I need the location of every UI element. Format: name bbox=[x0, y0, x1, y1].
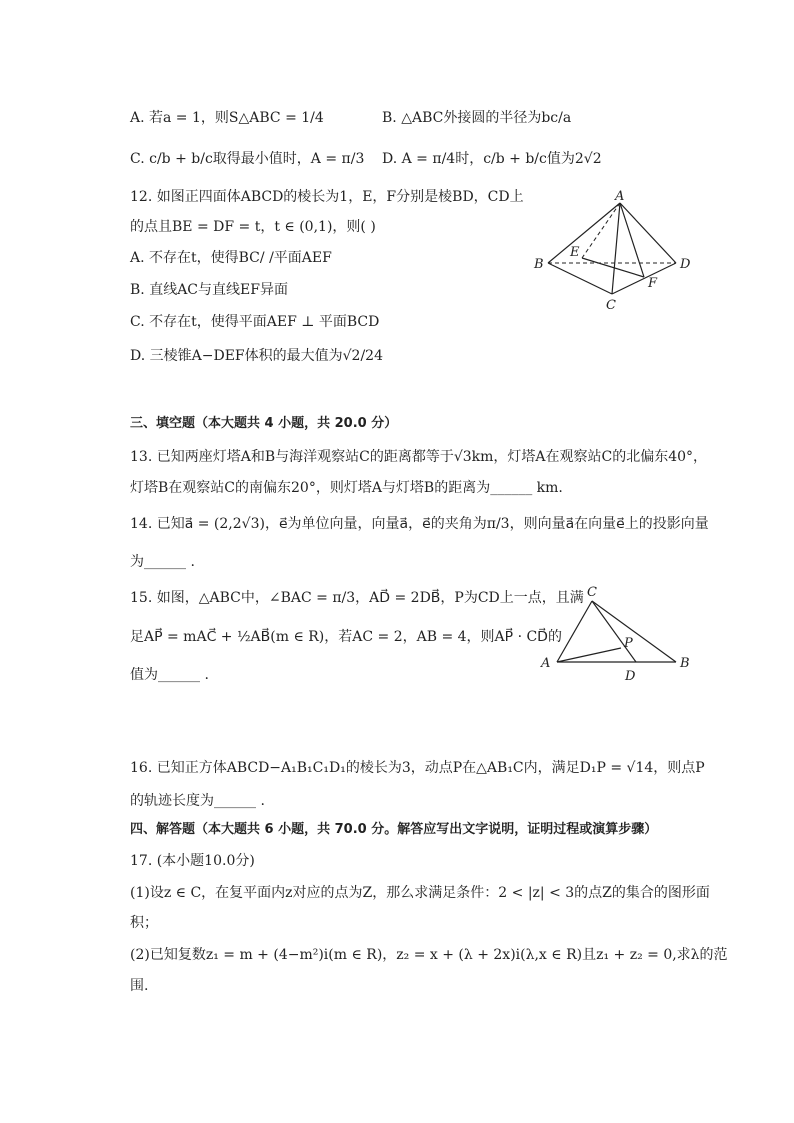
fig12-label-a: A bbox=[615, 189, 625, 204]
q12-option-d: D. 三棱锥A−DEF体积的最大值为√2/24 bbox=[130, 348, 383, 364]
fig12-label-b: B bbox=[534, 257, 544, 272]
fig15-label-b: B bbox=[680, 656, 690, 671]
section3-title: 三、填空题（本大题共 4 小题，共 20.0 分） bbox=[130, 416, 398, 431]
q11-option-b: B. △ABC外接圆的半径为bc/a bbox=[382, 110, 572, 126]
q12-option-b: B. 直线AC与直线EF异面 bbox=[130, 282, 288, 298]
fig15-label-d: D bbox=[625, 669, 636, 684]
q15-line3: 值为______ . bbox=[130, 667, 209, 683]
q17-part1-line2: 积； bbox=[130, 915, 158, 931]
fig15-label-c: C bbox=[587, 585, 597, 600]
q14-line1: 14. 已知a⃗ = (2,2√3)，e⃗为单位向量，向量a⃗，e⃗的夹角为π/3，则向量a⃗在向量e⃗上的投影向量 bbox=[130, 516, 709, 532]
q13-line1: 13. 已知两座灯塔A和B与海洋观察站C的距离都等于√3km，灯塔A在观察站C的北偏东40°， bbox=[130, 449, 708, 465]
q16-line1: 16. 已知正方体ABCD−A₁B₁C₁D₁的棱长为3，动点P在△AB₁C内，满足D₁P = √14，则点P bbox=[130, 760, 705, 776]
fig12-label-d: D bbox=[680, 257, 691, 272]
q17-part2-line2: 围. bbox=[130, 978, 149, 994]
fig12-label-e: E bbox=[570, 245, 580, 260]
q15-line1: 15. 如图，△ABC中，∠BAC = π/3，AD⃗ = 2DB⃗，P为CD上一点，且满 bbox=[130, 590, 584, 606]
q12-option-c: C. 不存在t，使得平面AEF ⊥ 平面BCD bbox=[130, 314, 380, 330]
q17-header: 17. (本小题10.0分) bbox=[130, 853, 255, 869]
q11-option-a: A. 若a = 1，则S△ABC = 1/4 bbox=[130, 110, 324, 126]
q15-line2: 足AP⃗ = mAC⃗ + ½AB⃗(m ∈ R)，若AC = 2，AB = 4，则AP⃗ · CD⃗的 bbox=[130, 629, 562, 645]
q12-option-a: A. 不存在t，使得BC/ /平面AEF bbox=[130, 250, 332, 266]
q11-option-c: C. c/b + b/c取得最小值时，A = π/3 bbox=[130, 151, 365, 167]
fig15-label-p: P bbox=[624, 636, 633, 651]
fig12-label-f: F bbox=[648, 276, 658, 291]
q16-line2: 的轨迹长度为______ . bbox=[130, 793, 265, 809]
q14-line2: 为______ . bbox=[130, 554, 195, 570]
section4-title: 四、解答题（本大题共 6 小题，共 70.0 分。解答应写出文字说明，证明过程或演算步骤） bbox=[130, 822, 658, 837]
fig15-label-a: A bbox=[541, 656, 551, 671]
q11-option-d: D. A = π/4时，c/b + b/c值为2√2 bbox=[382, 151, 602, 167]
q12-stem-line2: 的点且BE = DF = t，t ∈ (0,1)，则( ) bbox=[130, 219, 376, 235]
q12-stem-line1: 12. 如图正四面体ABCD的棱长为1，E，F分别是棱BD，CD上 bbox=[130, 189, 524, 205]
q13-line2: 灯塔B在观察站C的南偏东20°，则灯塔A与灯塔B的距离为______ km. bbox=[130, 480, 563, 496]
q17-part2-line1: (2)已知复数z₁ = m + (4−m²)i(m ∈ R)，z₂ = x + (λ + 2x)i(λ,x ∈ R)且z₁ + z₂ = 0,求λ的范 bbox=[130, 947, 728, 963]
fig12-label-c: C bbox=[606, 298, 616, 313]
q17-part1-line1: (1)设z ∈ C，在复平面内z对应的点为Z，那么求满足条件：2 < |z| < 3的点Z的集合的图形面 bbox=[130, 885, 710, 901]
